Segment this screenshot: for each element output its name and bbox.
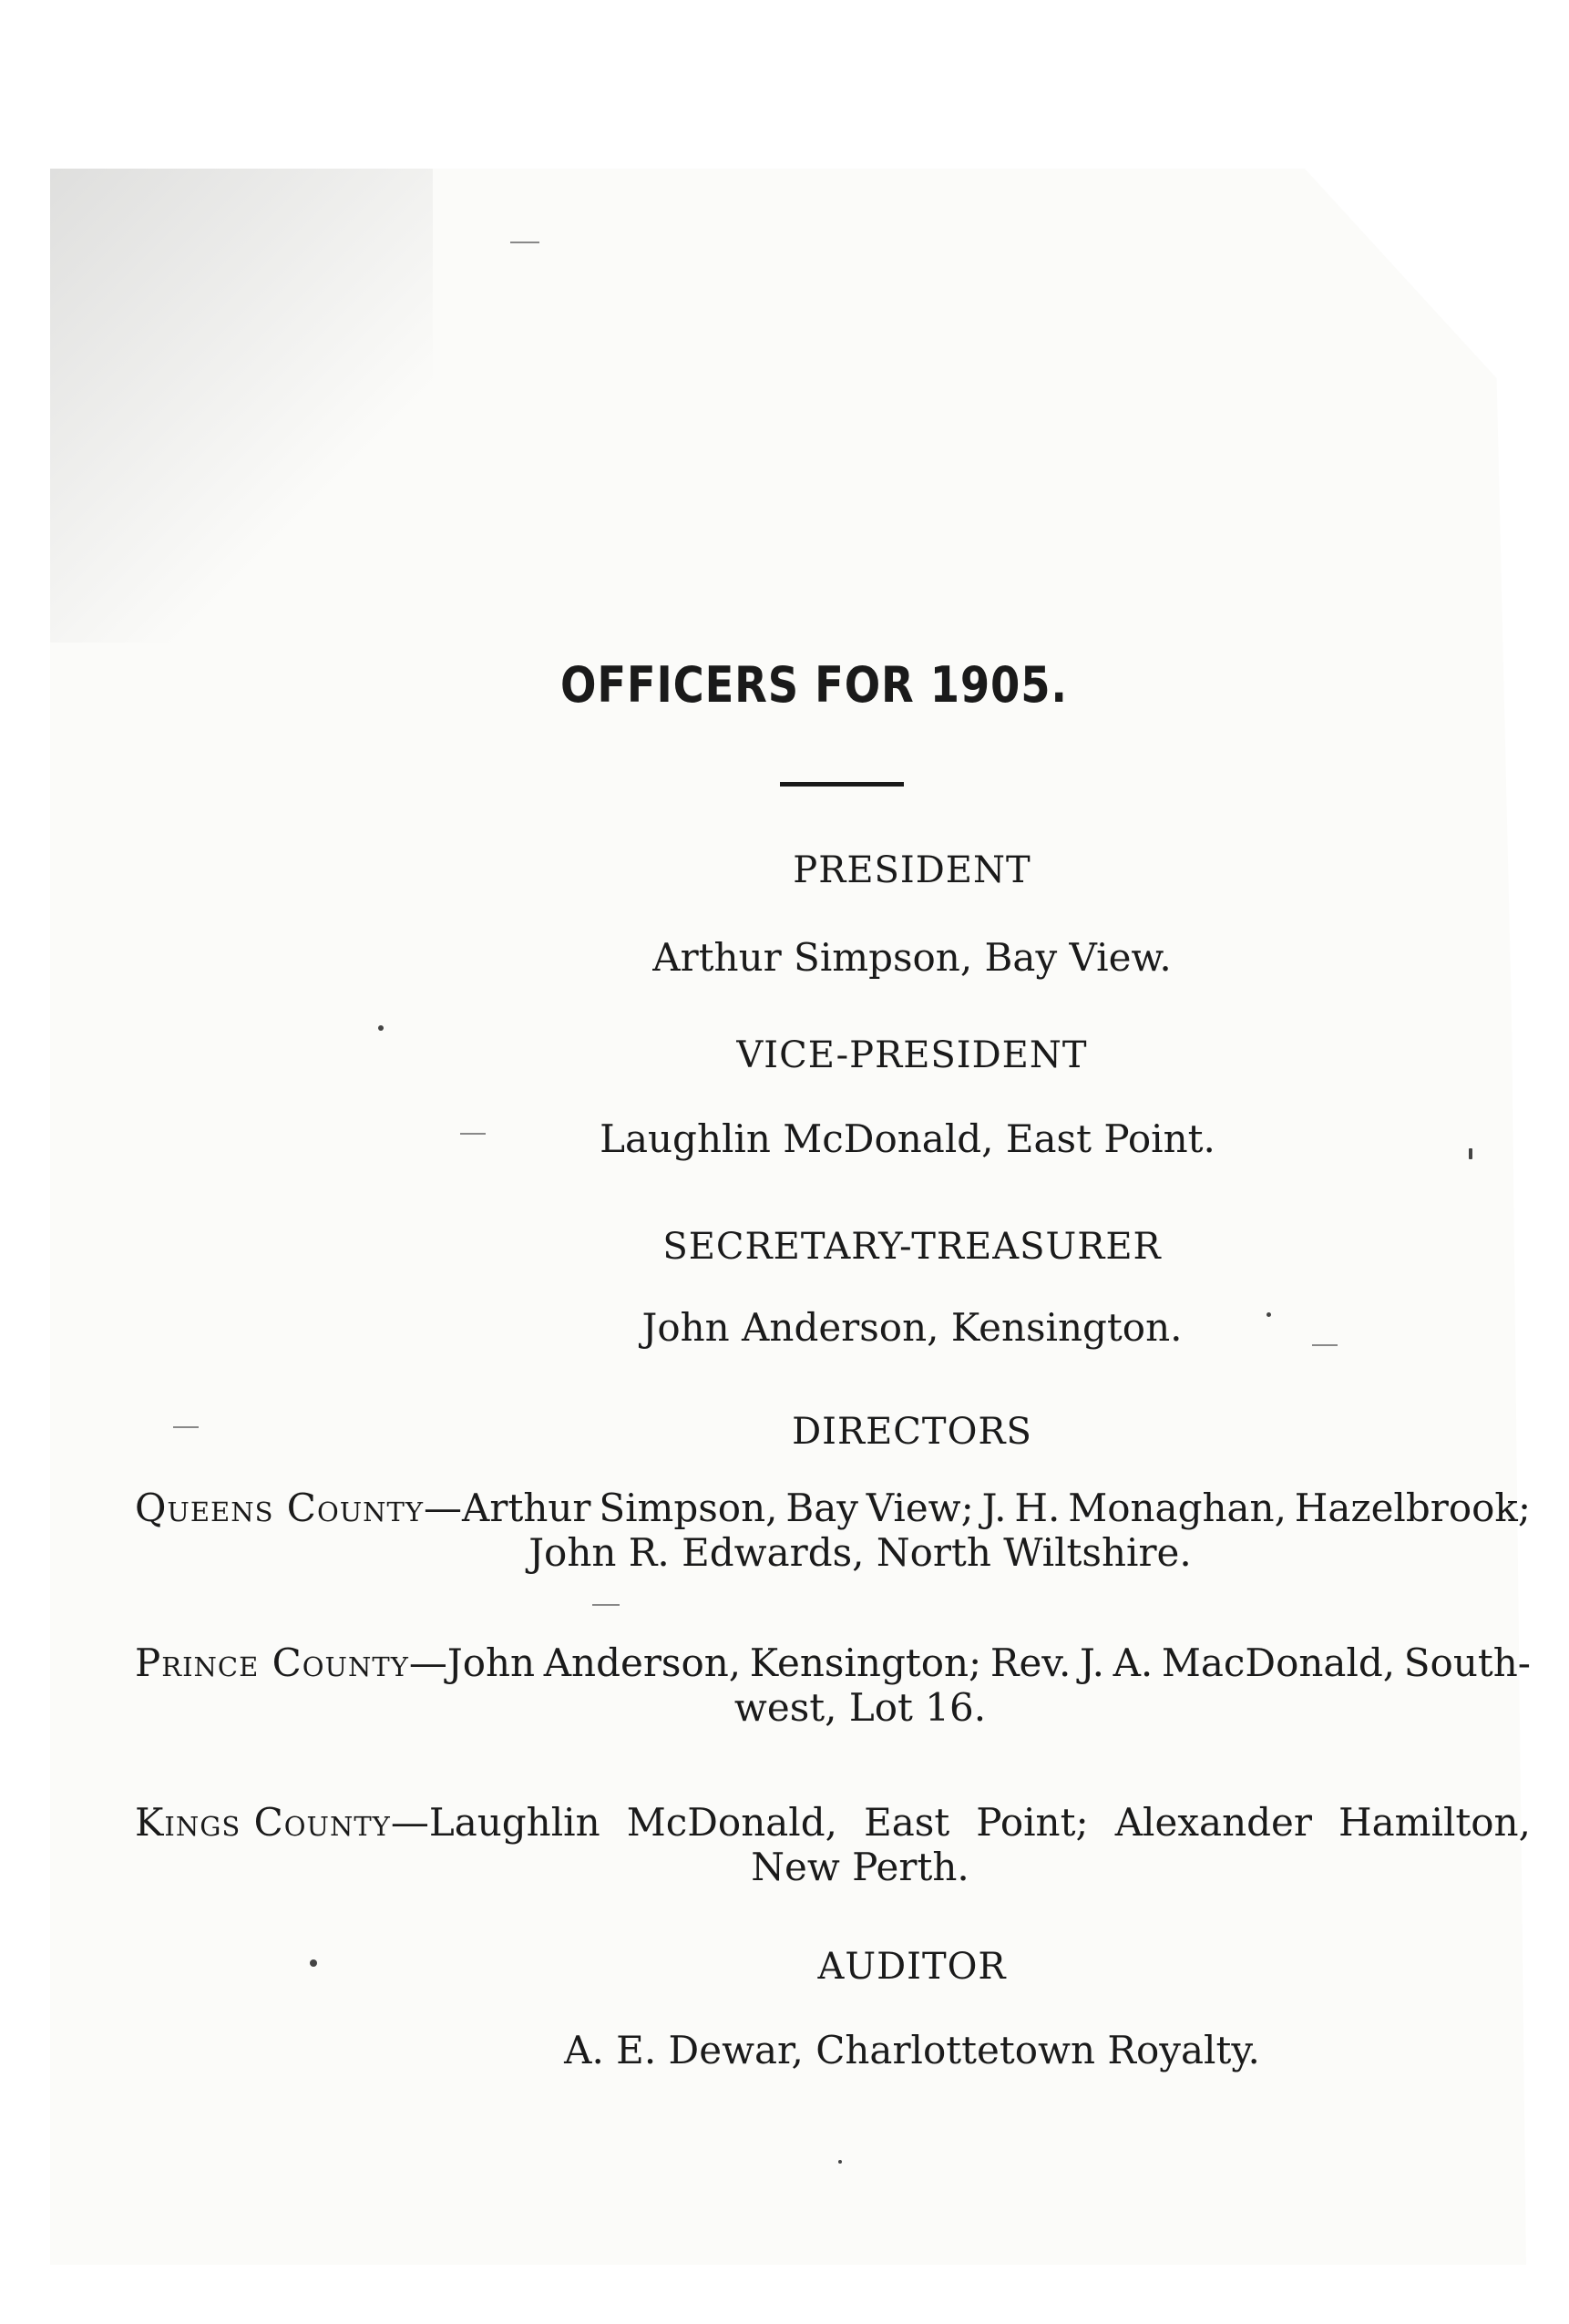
prince-county-directors bbox=[135, 1640, 1531, 1730]
title-rule bbox=[780, 782, 904, 787]
kings-word: Hamilton, bbox=[1338, 1800, 1531, 1845]
queens-county-lead bbox=[135, 1486, 591, 1530]
scan-speck bbox=[838, 2160, 842, 2164]
queens-word: Simpson, bbox=[599, 1486, 778, 1530]
kings-county-lead bbox=[135, 1800, 600, 1845]
queens-county-label: Queens County bbox=[135, 1486, 425, 1530]
prince-word: Anderson, bbox=[543, 1640, 742, 1685]
prince-county-line1 bbox=[135, 1640, 1531, 1685]
queens-county-directors bbox=[135, 1486, 1531, 1575]
prince-word: J. bbox=[1080, 1640, 1104, 1685]
kings-word: Point; bbox=[976, 1800, 1089, 1845]
prince-word: —John bbox=[408, 1640, 536, 1685]
prince-word: A. bbox=[1113, 1640, 1154, 1685]
kings-word: —Laughlin bbox=[390, 1800, 600, 1845]
queens-county-line1 bbox=[135, 1486, 1531, 1530]
kings-word: Alexander bbox=[1114, 1800, 1312, 1845]
prince-word: Kensington; bbox=[749, 1640, 982, 1685]
vice-president-name: Laughlin McDonald, East Point. bbox=[600, 1116, 1215, 1161]
secretary-treasurer-name: John Anderson, Kensington. bbox=[641, 1305, 1183, 1350]
prince-county-line2: west, Lot 16. bbox=[733, 1685, 987, 1730]
auditor-heading: AUDITOR bbox=[817, 1946, 1007, 1988]
kings-county-directors bbox=[135, 1800, 1531, 1889]
queens-word: Hazelbrook; bbox=[1294, 1486, 1531, 1530]
queens-word: H. bbox=[1014, 1486, 1061, 1530]
queens-word: Monaghan, bbox=[1068, 1486, 1287, 1530]
scan-mark bbox=[592, 1604, 620, 1606]
kings-word: McDonald, bbox=[626, 1800, 837, 1845]
queens-county-line2: John R. Edwards, North Wiltshire. bbox=[528, 1530, 1192, 1575]
queens-word: View; bbox=[866, 1486, 974, 1530]
vice-president-heading: VICE-PRESIDENT bbox=[736, 1034, 1088, 1076]
directors-heading: DIRECTORS bbox=[792, 1411, 1032, 1453]
page-title: OFFICERS FOR 1905. bbox=[560, 656, 1068, 714]
president-heading: PRESIDENT bbox=[793, 849, 1031, 891]
prince-county-label: Prince County bbox=[135, 1640, 409, 1685]
queens-word: Bay bbox=[785, 1486, 858, 1530]
secretary-treasurer-heading: SECRETARY-TREASURER bbox=[662, 1226, 1162, 1268]
kings-county-line2: New Perth. bbox=[751, 1845, 969, 1889]
kings-word: East bbox=[864, 1800, 950, 1845]
prince-county-lead bbox=[135, 1640, 535, 1685]
queens-word: —Arthur bbox=[424, 1486, 591, 1530]
auditor-name: A. E. Dewar, Charlottetown Royalty. bbox=[564, 2028, 1260, 2072]
kings-county-line1 bbox=[135, 1800, 1531, 1845]
scan-speck bbox=[378, 1025, 384, 1031]
prince-word: Rev. bbox=[990, 1640, 1072, 1685]
prince-word: South- bbox=[1403, 1640, 1531, 1685]
president-name: Arthur Simpson, Bay View. bbox=[652, 935, 1172, 980]
queens-word: J. bbox=[981, 1486, 1007, 1530]
prince-word: MacDonald, bbox=[1161, 1640, 1396, 1685]
scan-mark bbox=[510, 242, 539, 243]
kings-county-label: Kings County bbox=[135, 1800, 391, 1845]
